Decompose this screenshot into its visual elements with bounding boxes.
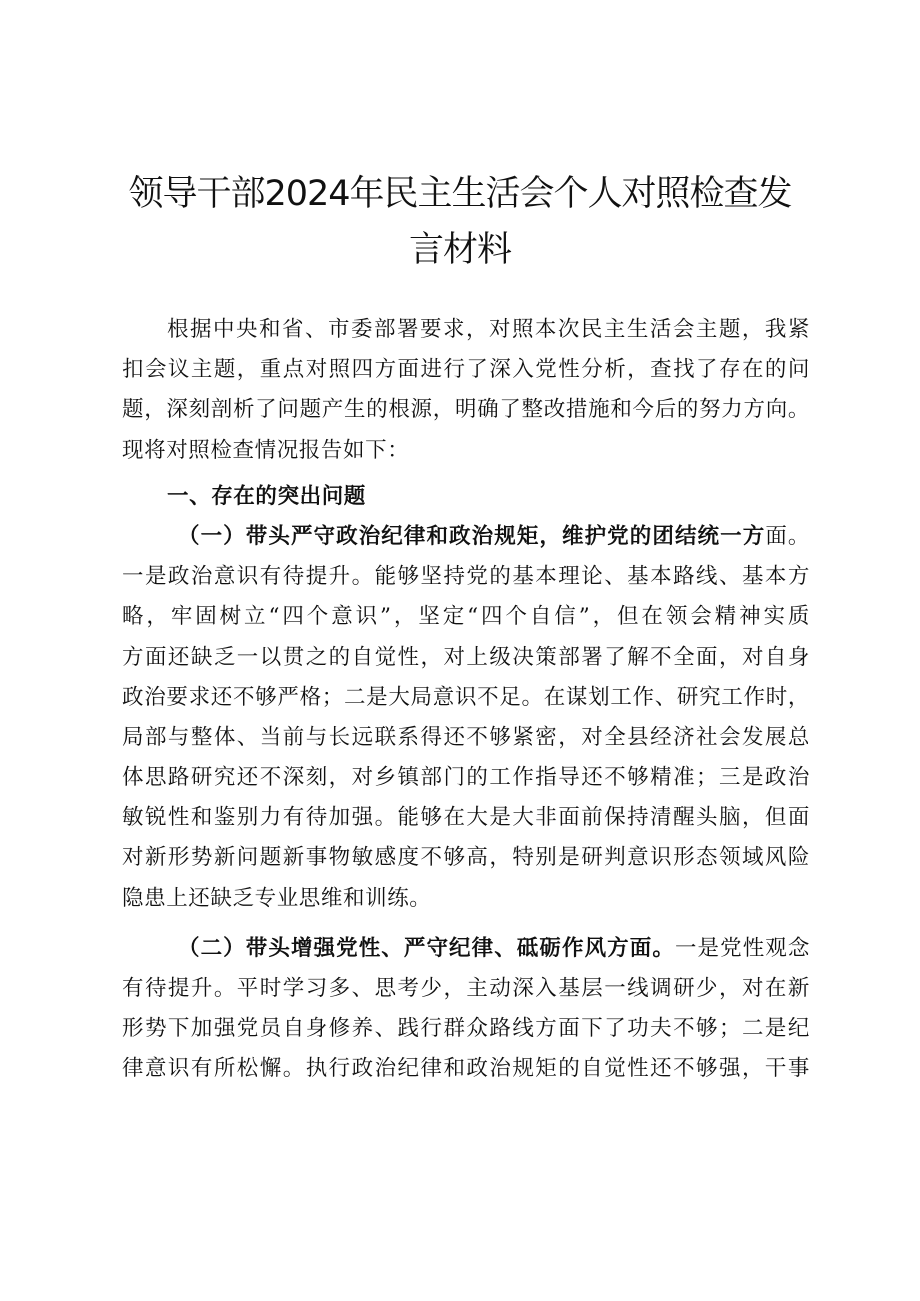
item2-paragraph bbox=[122, 929, 810, 1090]
document-body bbox=[122, 310, 810, 1090]
item1-line: 隐患上还缺乏专业思维和训练。 bbox=[122, 885, 432, 911]
intro-line: 扣会议主题，重点对照四方面进行了深入党性分析，查找了存在的问 bbox=[122, 357, 810, 383]
title-line-1: 领导干部2024年民主生活会个人对照检查发 bbox=[128, 174, 792, 214]
item1-heading: （一）带头严守政治纪律和政治规矩，维护党的团结统一方 bbox=[178, 523, 766, 549]
item1-line: 体思路研究还不深刻，对乡镇部门的工作指导还不够精准；三是政治 bbox=[122, 765, 810, 791]
intro-paragraph bbox=[122, 310, 810, 471]
section-heading: 一、存在的突出问题 bbox=[167, 483, 366, 509]
intro-line: 根据中央和省、市委部署要求，对照本次民主生活会主题，我紧 bbox=[167, 317, 810, 342]
intro-line: 现将对照检查情况报告如下： bbox=[122, 437, 410, 463]
item2-heading-line bbox=[122, 929, 810, 969]
item1-line: 略，牢固树立“四个意识”，坚定“四个自信”，但在领会精神实质 bbox=[122, 604, 810, 630]
item1-heading-tail: 面。 bbox=[765, 523, 811, 549]
item1-line: 一是政治意识有待提升。能够坚持党的基本理论、基本路线、基本方 bbox=[122, 564, 810, 590]
document-title bbox=[120, 166, 800, 278]
item2-heading-tail: 一是党性观念 bbox=[674, 935, 810, 961]
item1-paragraph bbox=[122, 517, 810, 919]
item1-line: 敏锐性和鉴别力有待加强。能够在大是大非面前保持清醒头脑，但面 bbox=[122, 805, 810, 831]
item1-line: 方面还缺乏一以贯之的自觉性，对上级决策部署了解不全面，对自身 bbox=[122, 644, 810, 670]
item1-line: 对新形势新问题新事物敏感度不够高，特别是研判意识形态领域风险 bbox=[122, 845, 810, 871]
item2-line: 形势下加强党员自身修养、践行群众路线方面下了功夫不够；二是纪 bbox=[122, 1016, 810, 1042]
intro-line: 题，深刻剖析了问题产生的根源，明确了整改措施和今后的努力方向。 bbox=[122, 397, 810, 423]
paragraph-gap bbox=[122, 919, 810, 929]
item2-line: 律意识有所松懈。执行政治纪律和政治规矩的自觉性还不够强，干事 bbox=[122, 1056, 810, 1082]
item2-heading: （二）带头增强党性、严守纪律、砥砺作风方面。 bbox=[178, 935, 675, 961]
item2-line: 有待提升。平时学习多、思考少，主动深入基层一线调研少，对在新 bbox=[122, 976, 810, 1001]
item1-line: 政治要求还不够严格；二是大局意识不足。在谋划工作、研究工作时， bbox=[122, 684, 810, 710]
item1-line: 局部与整体、当前与长远联系得还不够紧密，对全县经济社会发展总 bbox=[122, 724, 810, 750]
item1-heading-line bbox=[122, 517, 810, 557]
title-line-2: 言材料 bbox=[408, 230, 511, 270]
